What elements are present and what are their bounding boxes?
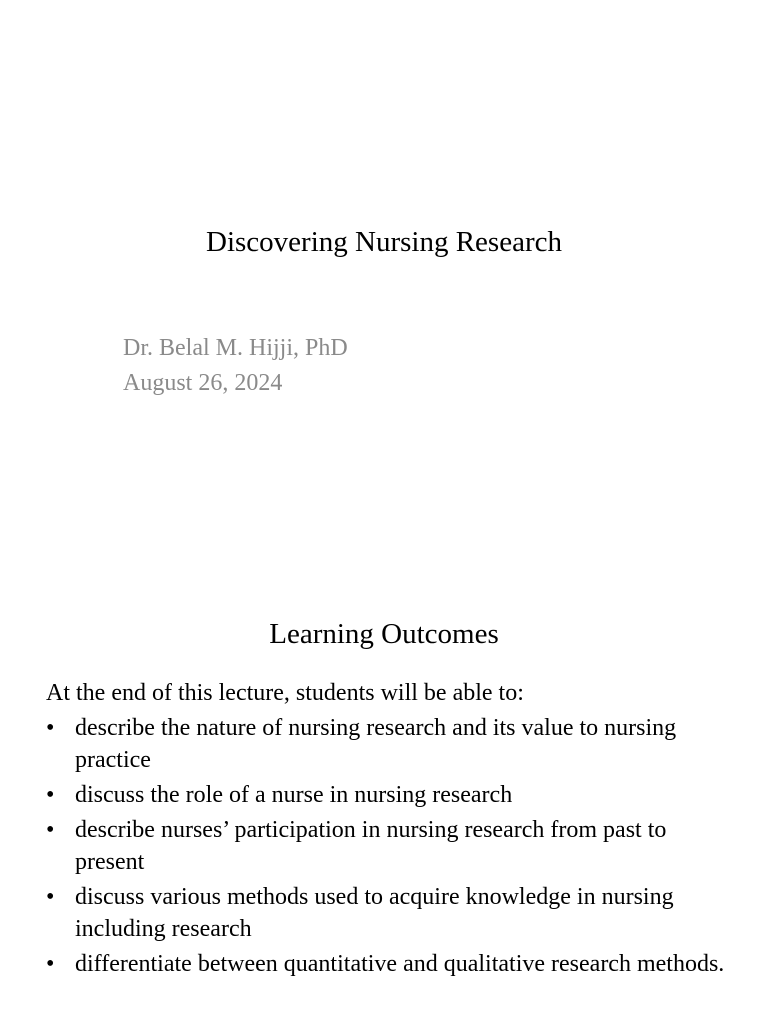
- bullet-icon: •: [46, 951, 55, 977]
- slide-title: Discovering Nursing Research: [206, 226, 562, 258]
- outcome-text: differentiate between quantitative and qualitative research methods.: [75, 951, 725, 977]
- list-item: [46, 814, 736, 878]
- outcome-text: discuss the role of a nurse in nursing research: [75, 782, 513, 808]
- bullet-icon: •: [46, 884, 55, 910]
- bullet-icon: •: [46, 817, 55, 843]
- outcomes-list: [46, 712, 736, 983]
- outcomes-intro: At the end of this lecture, students will be able to:: [46, 680, 524, 706]
- author-name: Dr. Belal M. Hijji, PhD: [123, 335, 348, 361]
- list-item: [46, 779, 736, 811]
- learning-outcomes-title: Learning Outcomes: [269, 618, 499, 650]
- bullet-icon: •: [46, 715, 55, 741]
- outcome-text: describe nurses’ participation in nursing research from past to present: [75, 817, 667, 875]
- outcome-text: describe the nature of nursing research and its value to nursing practice: [75, 715, 677, 773]
- outcome-text: discuss various methods used to acquire knowledge in nursing including research: [75, 884, 674, 942]
- bullet-icon: •: [46, 782, 55, 808]
- presentation-date: August 26, 2024: [123, 370, 283, 396]
- list-item: [46, 948, 736, 980]
- list-item: [46, 712, 736, 776]
- list-item: [46, 881, 736, 945]
- author-block: [123, 331, 348, 401]
